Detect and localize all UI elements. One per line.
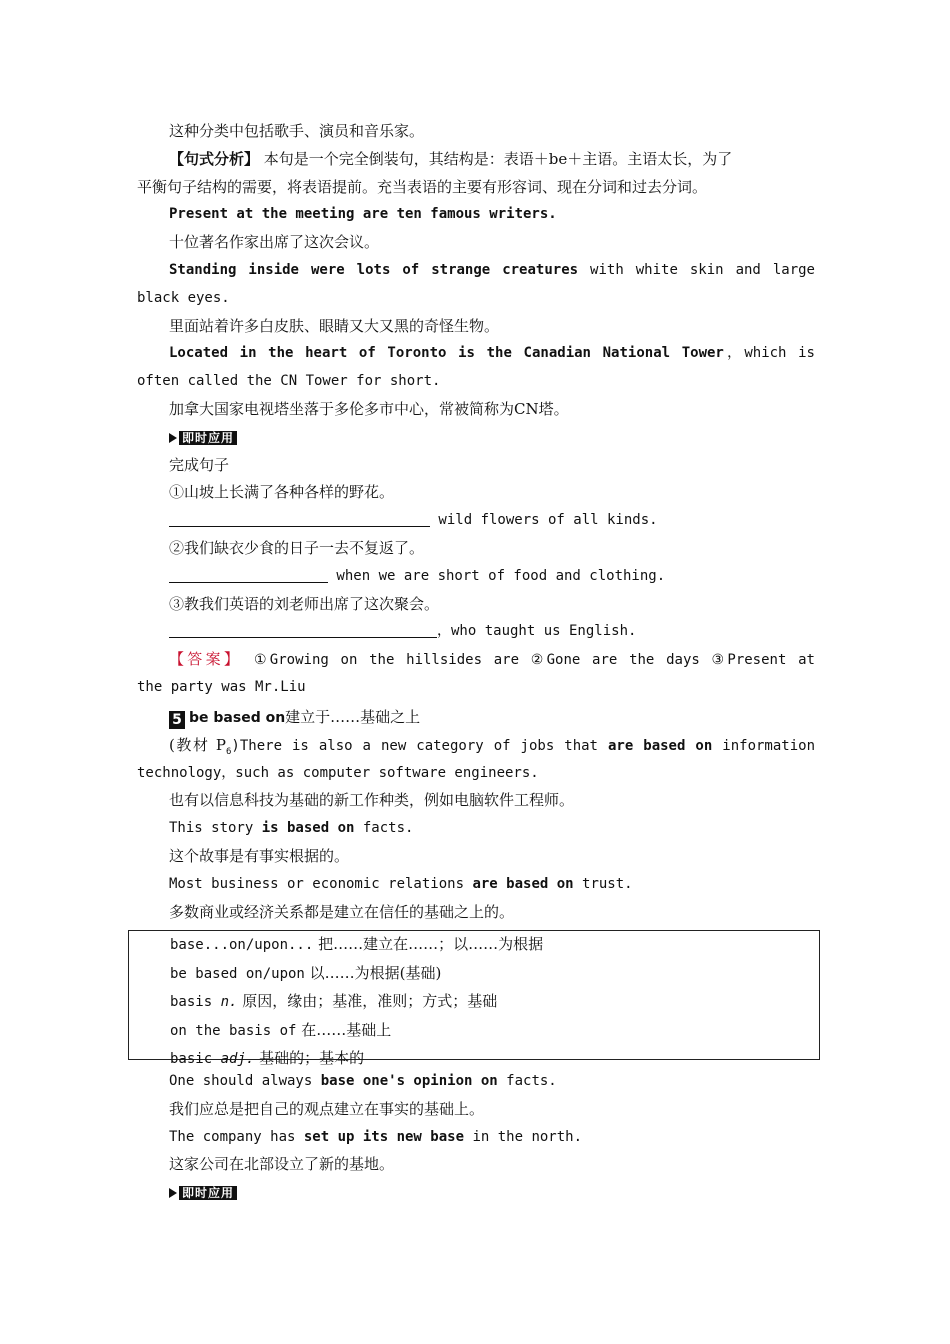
example-en-continuation: often called the CN Tower for short. [137,373,441,390]
example-en: The company has set up its new base in the north. [169,1128,583,1145]
section-number: 5 [169,711,185,729]
vocabulary-box [128,930,820,1068]
question-2: ②我们缺衣少食的日子一去不复返了。 [169,538,425,557]
vocab-row: base...on/upon... 把……建立在……；以……为根据 [170,935,544,953]
example-zh: 这个故事是有事实根据的。 [169,846,350,865]
answer-line-3: ，who taught us English. [137,618,815,646]
document-body-continued [137,1068,815,1207]
example-en: (教材 $P_6)There$ is also a new category of jobs that are based on information [169,735,815,757]
answer-line-1: wild flowers of all kinds. [137,507,815,535]
example-en: Standing inside were lots of strange creatures with white skin and large [169,261,815,278]
vocab-row: on the basis of 在……基础上 [170,1020,392,1039]
answer-key-continuation: the party was Mr.Liu [137,678,306,695]
analysis-tag: 【句式分析】 [169,149,260,168]
document-body [137,118,815,926]
example-en: Most business or economic relations are based on trust. [169,875,633,892]
example-zh: 里面站着许多白皮肤、眼睛又大又黑的奇怪生物。 [169,316,500,335]
example-zh: 也有以信息科技为基础的新工作种类，例如电脑软件工程师。 [169,791,575,810]
fill-blank[interactable] [169,566,328,583]
answer-tag: 【答案】 [169,650,243,669]
practice-title: 完成句子 [169,455,230,474]
practice-marker: 即时应用 [137,1179,815,1207]
example-en-continuation: black eyes. [137,289,230,306]
triangle-icon [169,1188,177,1198]
example-zh: 加拿大国家电视塔坐落于多伦多市中心，常被简称为CN塔。 [169,399,569,418]
question-1: ①山坡上长满了各种各样的野花。 [169,483,395,502]
vocab-row: basic adj. 基础的；基本的 [170,1049,365,1068]
example-zh: 十位著名作家出席了这次会议。 [169,233,380,252]
example-zh: 多数商业或经济关系都是建立在信任的基础之上的。 [169,902,515,921]
example-en: One should always base one's opinion on facts. [169,1073,557,1089]
section-heading: 5 be based on建立于……基础之上 [137,702,815,732]
example-en: This story is based on facts. [169,820,414,837]
fill-blank[interactable] [169,621,437,638]
answer-key: 【答案】 ①Growing on the hillsides are ②Gone are the days ③Present at [169,650,815,669]
example-zh: 我们应总是把自己的观点建立在事实的基础上。 [169,1099,485,1118]
example-en-continuation: technology，such as computer software engineers. [137,764,539,781]
example-en: Located in the heart of Toronto is the Canadian National Tower，which is [169,345,815,362]
example-en: Present at the meeting are ten famous writers. [169,206,557,223]
answer-line-2: when we are short of food and clothing. [137,563,815,591]
example-zh: 这家公司在北部设立了新的基地。 [169,1155,395,1174]
question-3: ③教我们英语的刘老师出席了这次聚会。 [169,594,440,613]
vocab-row: be based on/upon 以……为根据(基础) [170,963,442,982]
analysis-continuation: 平衡句子结构的需要，将表语提前。充当表语的主要有形容词、现在分词和过去分词。 [137,177,708,196]
fill-blank[interactable] [169,510,430,527]
triangle-icon [169,433,177,443]
text-line: 这种分类中包括歌手、演员和音乐家。 [169,122,425,140]
vocab-row: basis n. 原因，缘由；基准，准则；方式；基础 [170,992,498,1011]
analysis-line: 【句式分析】 本句是一个完全倒装句，其结构是：表语＋be＋主语。主语太长，为了 [169,149,733,168]
practice-marker: 即时应用 [137,424,815,452]
